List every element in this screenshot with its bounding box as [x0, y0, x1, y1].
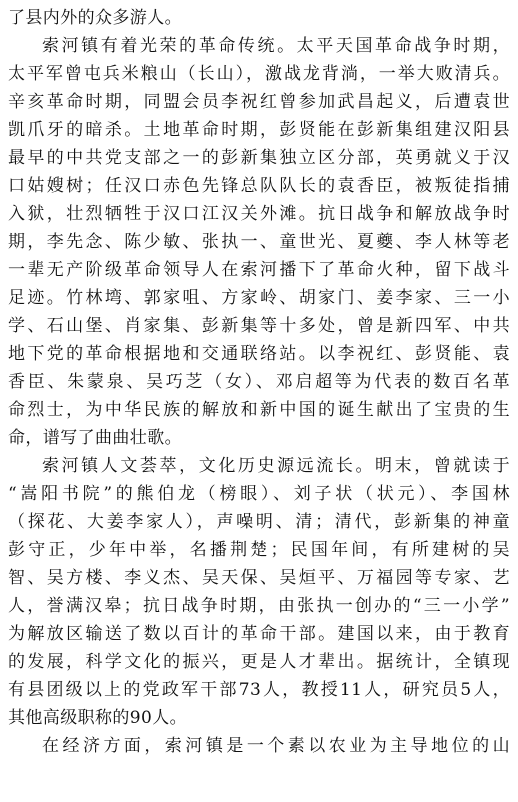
text-line-12: 学、石山堡、肖家集、彭新集等十多处，曾是新四军、中共 — [8, 316, 510, 336]
text-line-11: 足迹。竹林塆、郭家咀、方家岭、胡家门、姜李家、三一小 — [8, 288, 510, 308]
text-line-6: 最早的中共党支部之一的彭新集独立区分部，英勇就义于汉 — [8, 148, 510, 168]
text-line-5: 凯爪牙的暗杀。土地革命时期，彭贤能在彭新集组建汉阳县 — [8, 120, 510, 140]
text-line-27: 在经济方面，索河镇是一个素以农业为主导地位的山 — [42, 736, 510, 756]
text-line-23: 为解放区输送了数以百计的革命干部。建国以来，由于教育 — [8, 624, 510, 644]
text-line-15: 命烈士，为中华民族的解放和新中国的诞生献出了宝贵的生 — [8, 400, 510, 420]
text-line-1: 了县内外的众多游人。 — [8, 8, 182, 28]
text-line-17: 索河镇人文荟萃，文化历史源远流长。明末，曾就读于 — [42, 456, 510, 476]
text-line-8: 入狱，壮烈牺牲于汉口江汉关外滩。抗日战争和解放战争时 — [8, 204, 510, 224]
text-line-7: 口姑嫂树；任汉口赤色先锋总队队长的袁香臣，被叛徒指捕 — [8, 176, 510, 196]
text-line-25: 有县团级以上的党政军干部73人，教授11人，研究员5人， — [8, 680, 510, 700]
text-line-9: 期，李先念、陈少敏、张执一、童世光、夏夔、李人林等老 — [8, 232, 510, 252]
text-line-26: 其他高级职称的90人。 — [8, 708, 188, 728]
text-line-22: 人，誉满汉皋；抗日战争时期，由张执一创办的“三一小学” — [8, 596, 510, 616]
text-line-24: 的发展，科学文化的振兴，更是人才辈出。据统计，全镇现 — [8, 652, 510, 672]
text-line-20: 彭守正，少年中举，名播荆楚；民国年间，有所建树的吴 — [8, 540, 510, 560]
text-line-14: 香臣、朱蒙泉、吴巧芝（女）、邓启超等为代表的数百名革 — [8, 372, 510, 392]
text-line-10: 一辈无产阶级革命领导人在索河播下了革命火种，留下战斗 — [8, 260, 510, 280]
text-line-19: （探花、大姜李家人），声噪明、清；清代，彭新集的神童 — [8, 512, 510, 532]
text-line-21: 智、吴方楼、李义杰、吴天保、吴烜平、万福园等专家、艺 — [8, 568, 510, 588]
text-line-4: 辛亥革命时期，同盟会员李祝红曾参加武昌起义，后遭袁世 — [8, 92, 510, 112]
text-line-16: 命，谱写了曲曲壮歌。 — [8, 428, 182, 448]
text-line-13: 地下党的革命根据地和交通联络站。以李祝红、彭贤能、袁 — [8, 344, 510, 364]
text-line-3: 太平军曾屯兵米粮山（长山），激战龙背淌，一举大败清兵。 — [8, 64, 510, 84]
text-line-2: 索河镇有着光荣的革命传统。太平天国革命战争时期， — [42, 36, 510, 56]
text-line-18: “嵩阳书院”的熊伯龙（榜眼）、刘子状（状元）、李国林 — [8, 484, 510, 504]
